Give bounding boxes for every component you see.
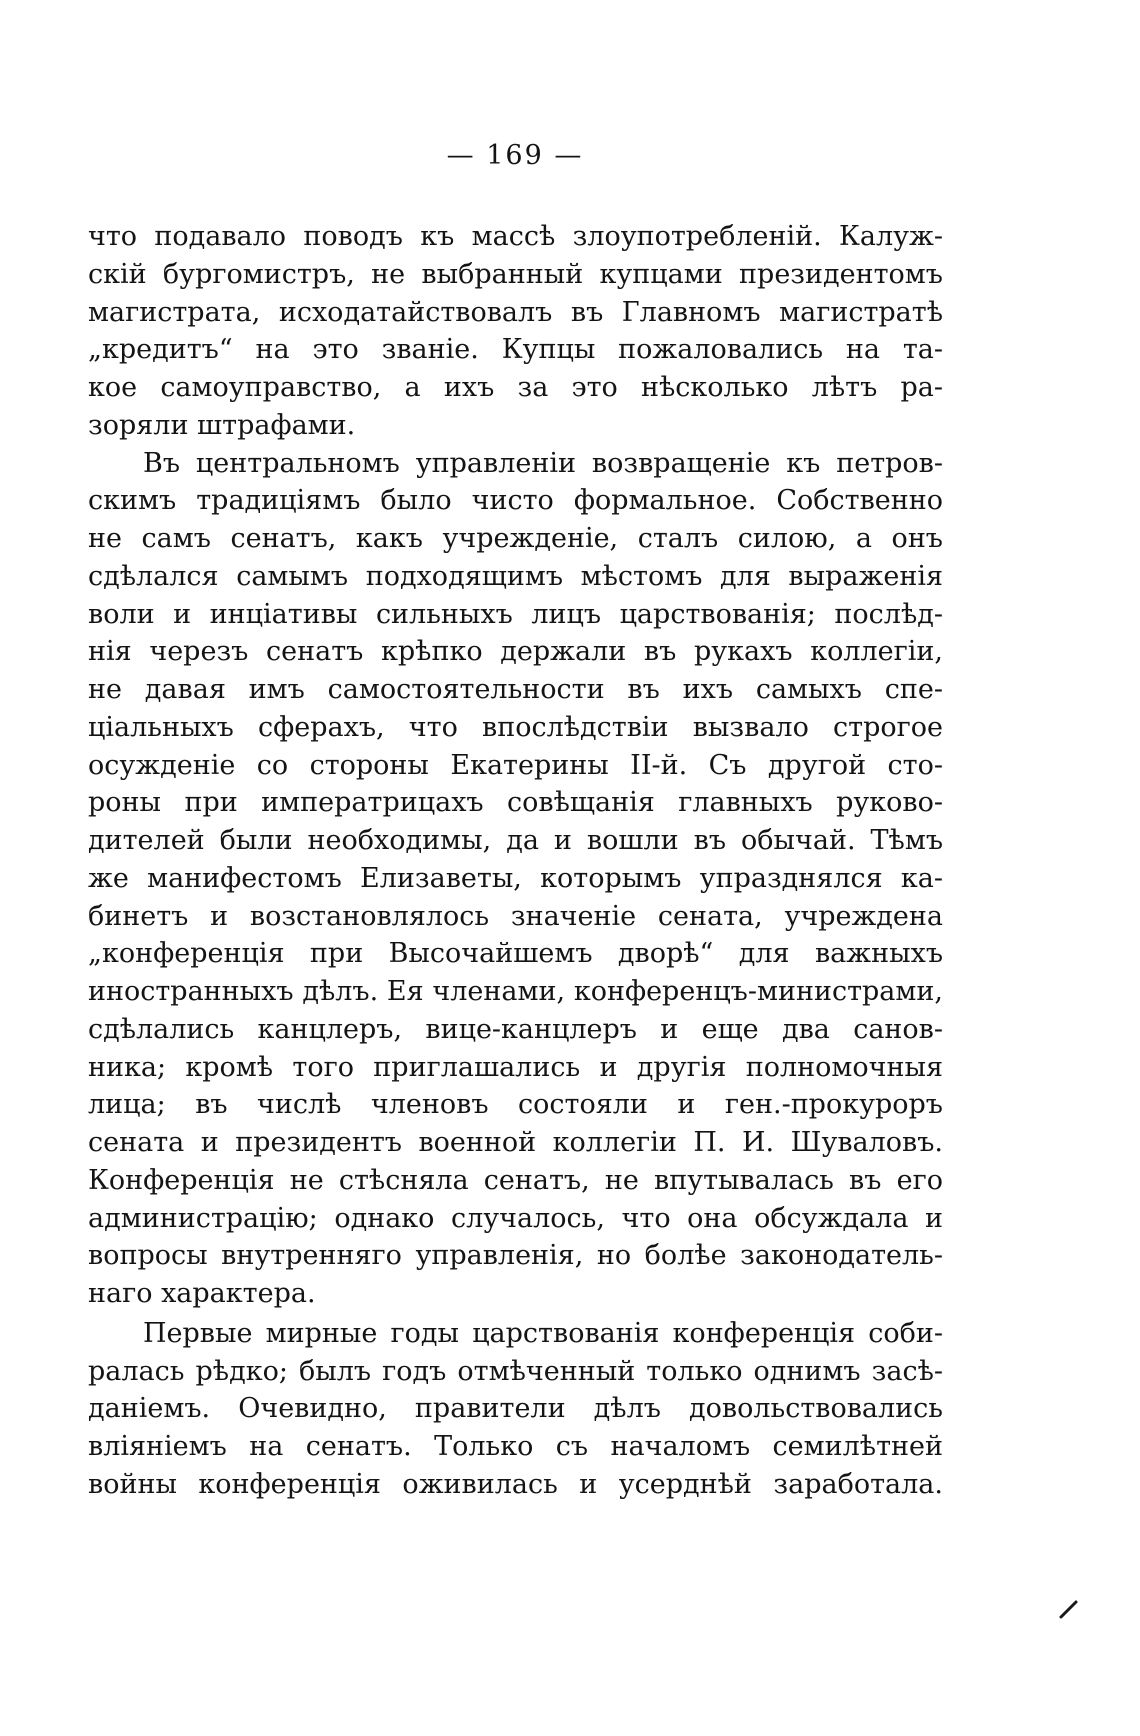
text-line: зоряли штрафами. — [88, 409, 356, 441]
text-line: кое самоуправство, а ихъ за это нѣсколько лѣтъ ра- — [88, 372, 943, 403]
text-line: скій бургомистръ, не выбранный купцами президентомъ — [88, 258, 943, 290]
text-line: ціальныхъ сферахъ, что впослѣдствіи вызвало строгое — [88, 711, 943, 743]
text-line: „конференція при Высочайшемъ дворѣ“ для важныхъ — [88, 938, 943, 970]
text-line: Первые мирные годы царствованія конференція соби- — [143, 1317, 943, 1349]
text-line: что подавало поводъ къ массѣ злоупотребленій. Калуж- — [88, 221, 943, 252]
pencil-mark-icon — [1058, 1598, 1080, 1620]
text-line: воли и инціативы сильныхъ лицъ царствованія; послѣд- — [88, 598, 943, 630]
text-line: даніемъ. Очевидно, правители дѣлъ довольствовались — [88, 1393, 943, 1425]
text-line: Въ центральномъ управленіи возвращеніе къ петров- — [143, 447, 943, 479]
text-line: вопросы внутренняго управленія, но болѣе законодатель- — [88, 1240, 943, 1272]
text-line: ралась рѣдко; былъ годъ отмѣченный только однимъ засѣ- — [88, 1355, 943, 1387]
text-line: сдѣлался самымъ подходящимъ мѣстомъ для выраженія — [88, 560, 943, 592]
text-line: сената и президентъ военной коллегіи П. И. Шуваловъ. — [88, 1127, 943, 1158]
text-line: не самъ сенатъ, какъ учрежденіе, сталъ силою, а онъ — [88, 523, 943, 554]
text-line: администрацію; однако случалось, что она обсуждала и — [88, 1202, 943, 1234]
text-line: роны при императрицахъ совѣщанія главныхъ руково- — [88, 787, 943, 819]
text-line: сдѣлались канцлеръ, вице-канцлеръ и еще два санов- — [88, 1013, 943, 1045]
text-line: не давая имъ самостоятельности въ ихъ самыхъ спе- — [88, 674, 943, 705]
text-line: дителей были необходимы, да и вошли въ обычай. Тѣмъ — [88, 825, 943, 856]
body-text — [88, 218, 943, 1504]
text-line: бинетъ и возстановлялось значеніе сената, учреждена — [88, 900, 943, 932]
text-line: лица; въ числѣ членовъ состояли и ген.-прокуроръ — [88, 1089, 943, 1121]
text-line: наго характера. — [88, 1278, 316, 1309]
text-line: магистрата, исходатайствовалъ въ Главномъ магистратѣ — [88, 296, 943, 328]
text-line: войны конференція оживилась и усерднѣй заработала. — [88, 1468, 943, 1500]
text-line: осужденіе со стороны Екатерины II-й. Съ другой сто- — [88, 749, 943, 781]
text-line: нія черезъ сенатъ крѣпко держали въ рукахъ коллегіи, — [88, 636, 943, 668]
text-line: скимъ традиціямъ было чисто формальное. Собственно — [88, 485, 943, 517]
text-line: иностранныхъ дѣлъ. Ея членами, конференцъ-министрами, — [88, 976, 943, 1007]
text-line: же манифестомъ Елизаветы, которымъ упразднялся ка- — [88, 862, 943, 894]
text-line: „кредитъ“ на это званіе. Купцы пожаловались на та- — [88, 334, 943, 366]
text-line: ника; кромѣ того приглашались и другія полномочныя — [88, 1051, 943, 1083]
page-number: — 169 — — [446, 140, 584, 171]
text-line: вліяніемъ на сенатъ. Только съ началомъ семилѣтней — [88, 1431, 943, 1462]
text-line: Конференція не стѣсняла сенатъ, не впутывалась въ его — [88, 1164, 943, 1196]
